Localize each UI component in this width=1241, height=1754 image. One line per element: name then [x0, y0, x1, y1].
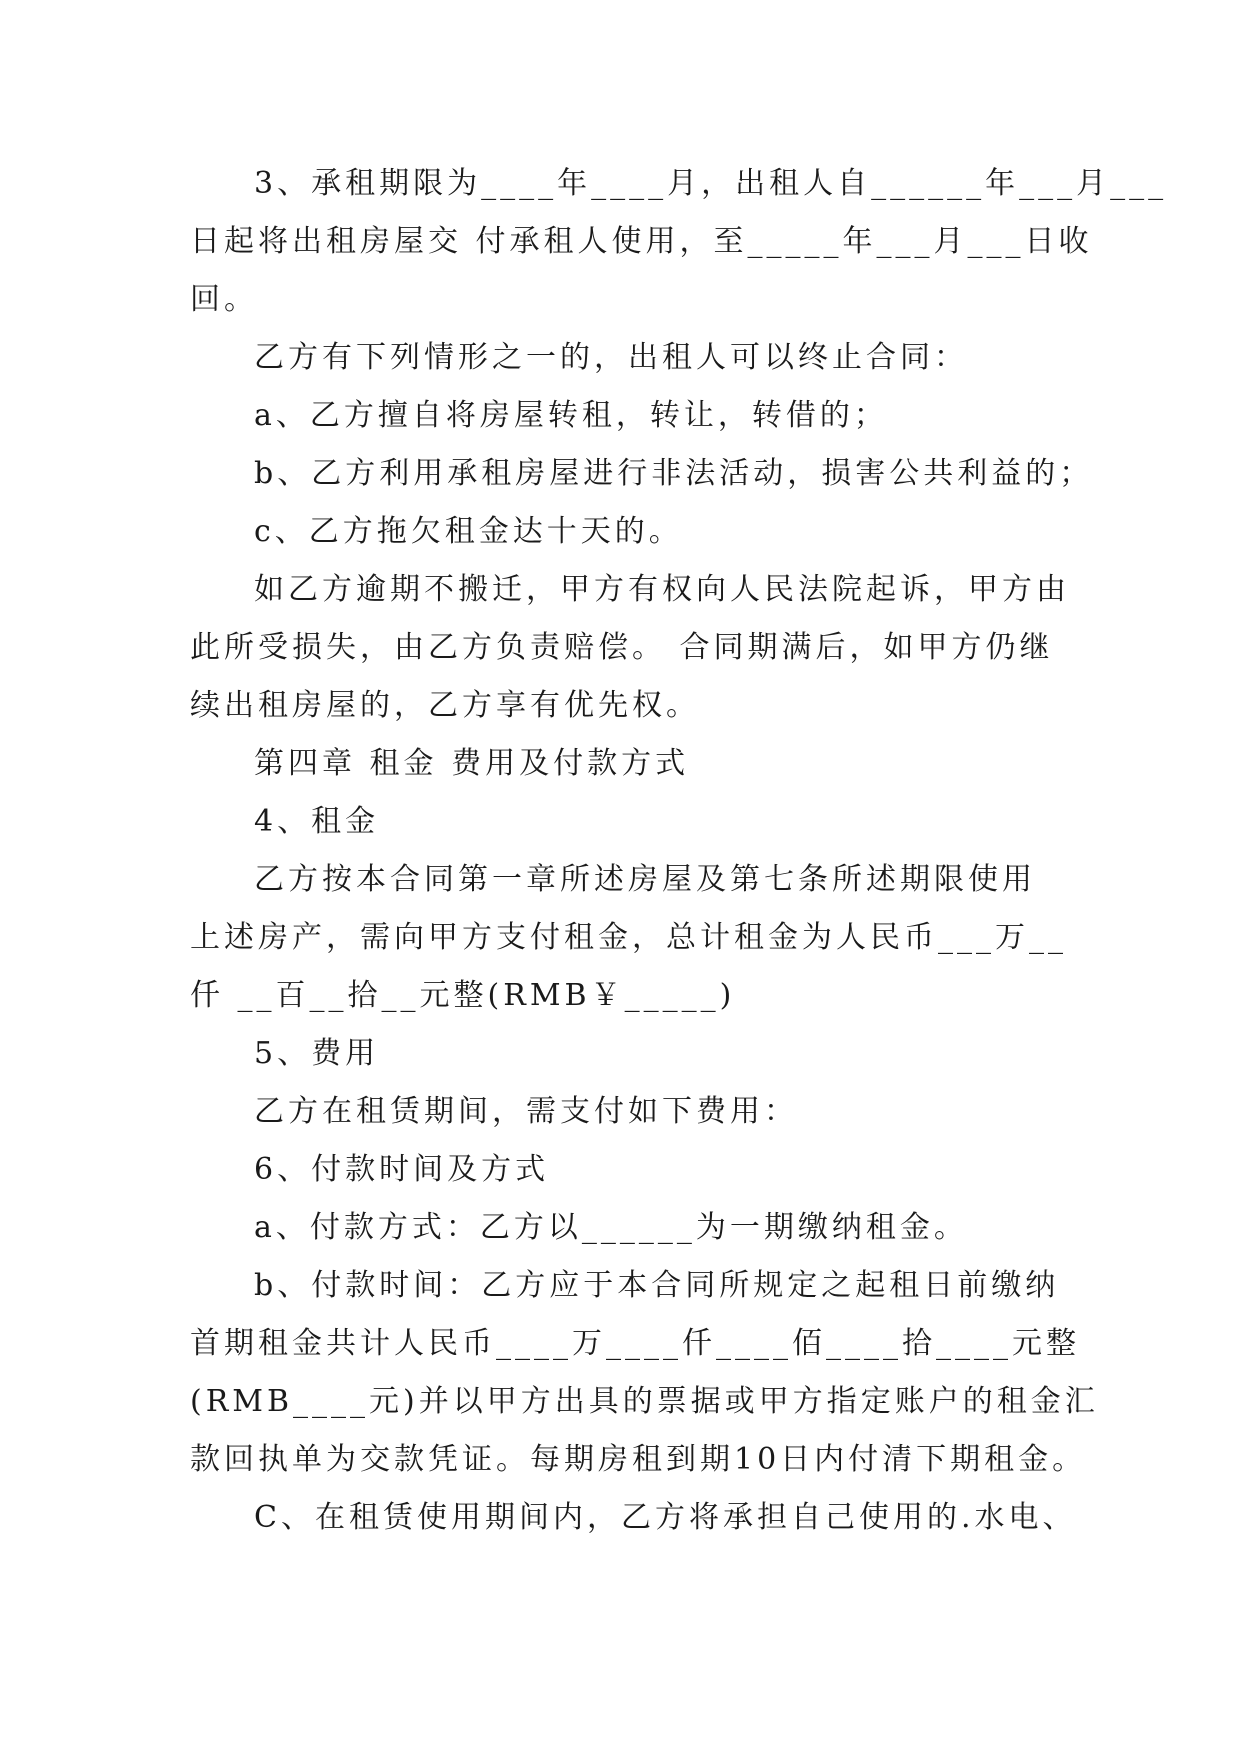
overdue-clause-line-1: 如乙方逾期不搬迁，甲方有权向人民法院起诉，甲方由: [254, 572, 1070, 607]
section-4-rent-heading: 4、租金: [254, 804, 380, 839]
payment-time-line-2: 首期租金共计人民币____万____仟____佰____拾____元整: [190, 1326, 1080, 1361]
payment-method: a、付款方式：乙方以______为一期缴纳租金。: [254, 1210, 968, 1245]
termination-conditions-heading: 乙方有下列情形之一的，出租人可以终止合同：: [254, 340, 968, 375]
clause-3-term-line-1: 3、承租期限为____年____月，出租人自______年___月___: [254, 166, 1168, 201]
condition-a: a、乙方擅自将房屋转租，转让，转借的；: [254, 398, 888, 433]
section-5-fees-heading: 5、费用: [254, 1036, 380, 1071]
condition-c: c、乙方拖欠租金达十天的。: [254, 514, 683, 549]
overdue-clause-line-3: 续出租房屋的，乙方享有优先权。: [190, 688, 700, 723]
utilities-clause-line-1: C、在租赁使用期间内，乙方将承担自己使用的.水电、: [254, 1500, 1077, 1535]
payment-time-line-4: 款回执单为交款凭证。每期房租到期10日内付清下期租金。: [190, 1442, 1087, 1477]
overdue-clause-line-2: 此所受损失，由乙方负责赔偿。 合同期满后，如甲方仍继: [190, 630, 1054, 665]
section-6-payment-heading: 6、付款时间及方式: [254, 1152, 550, 1187]
payment-time-line-3: (RMB____元)并以甲方出具的票据或甲方指定账户的租金汇: [190, 1384, 1099, 1419]
condition-b: b、乙方利用承租房屋进行非法活动，损害公共利益的；: [254, 456, 1094, 491]
document-body: [190, 155, 1168, 1547]
chapter-4-heading: 第四章 租金 费用及付款方式: [254, 746, 690, 781]
payment-time-line-1: b、付款时间：乙方应于本合同所规定之起租日前缴纳: [254, 1268, 1060, 1303]
rent-clause-line-3: 仟 __百__拾__元整(RMB￥_____): [190, 978, 736, 1013]
rent-clause-line-2: 上述房产，需向甲方支付租金，总计租金为人民币___万__: [190, 920, 1067, 955]
rent-clause-line-1: 乙方按本合同第一章所述房屋及第七条所述期限使用: [254, 862, 1036, 897]
clause-3-term-line-2: 日起将出租房屋交 付承租人使用，至_____年___月___日收: [190, 224, 1093, 259]
fees-clause: 乙方在租赁期间，需支付如下费用：: [254, 1094, 798, 1129]
clause-3-term-line-3: 回。: [190, 282, 258, 317]
